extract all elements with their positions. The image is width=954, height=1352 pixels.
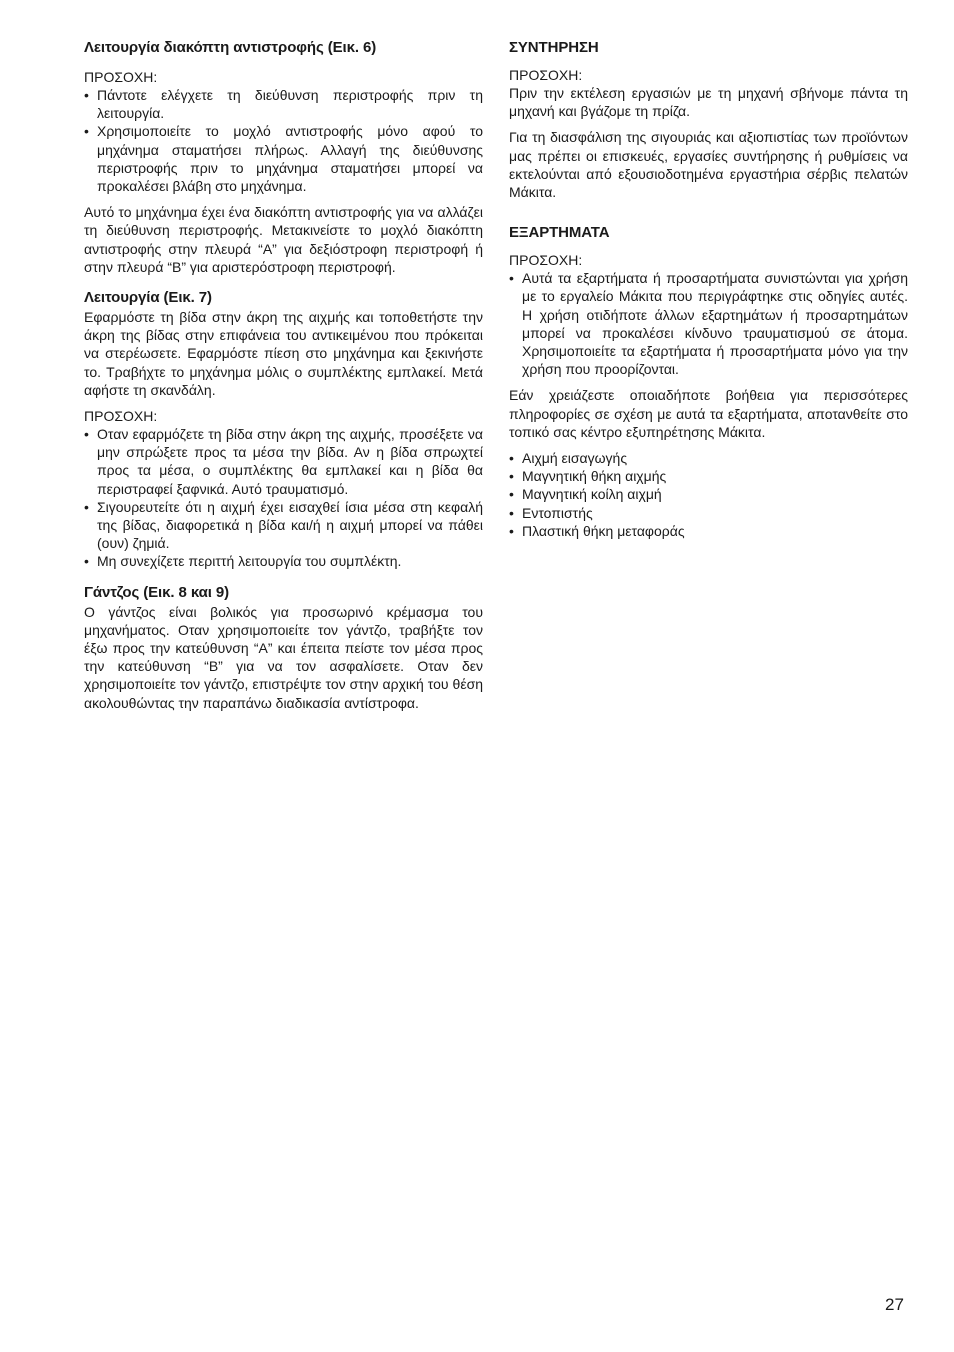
paragraph: Αυτό το μηχάνημα έχει ένα διακόπτη αντιστροφής για να αλλάζει τη διεύθυνση περιστροφής. Μετακινείστε το μοχλό διακόπτη αντιστροφής στην πλευρά “A” για δεξιόστροφη περιστροφή ή στην πλευρά “B” για αριστερόστροφη περιστροφή. (84, 204, 483, 275)
paragraph: Εάν χρειάζεστε οποιαδήποτε βοήθεια για περισσότερες πληροφορίες σε σχέση με αυτά τα εξαρτήματα, αποτανθείτε στο τοπικό σας κέντρο εξυπηρέτησης Μάκιτα. (509, 387, 908, 440)
section-heading: Γάντζος (Εικ. 8 και 9) (84, 583, 229, 601)
section-heading: Λειτουργία (Εικ. 7) (84, 289, 212, 307)
caution-list (84, 86, 483, 195)
caution-list (509, 269, 908, 378)
caution-label: ΠΡΟΣΟΧΗ: (509, 67, 583, 83)
left-column (84, 38, 483, 720)
list-item: • Μαγνητική θήκη αιχμής (509, 467, 908, 485)
list-item: • Πλαστική θήκη μεταφοράς (509, 522, 908, 540)
list-item: • Χρησιμοποιείτε το μοχλό αντιστροφής μόνο αφού το μηχάνημα σταματήσει πλήρως. Αλλαγή της διεύθυνσης περιστροφής πριν το μηχάνημα σταματήσει μπορεί να προκαλέσει βλάβη στο μηχάνημα. (84, 122, 483, 195)
section-hook (84, 583, 483, 712)
caution-label: ΠΡΟΣΟΧΗ: (509, 252, 583, 269)
caution-list (84, 425, 483, 571)
list-item: • Αιχμή εισαγωγής (509, 449, 908, 467)
list-item: • Αυτά τα εξαρτήματα ή προσαρτήματα συνιστώνται για χρήση με το εργαλείο Μάκιτα που περιγράφτηκε στις οδηγίες αυτές. Η χρήση οτιδήποτε άλλων εξαρτημάτων ή προσαρτημάτων μπορεί να προκαλέσει κίνδυνο τραυματισμού σε άτομα. Χρησιμοποιείτε τα εξαρτήματα ή προσαρτήματα μόνο για την χρήση που προορίζονται. (509, 269, 908, 378)
list-item: • Μη συνεχίζετε περιττή λειτουργία του συμπλέκτη. (84, 552, 483, 570)
section-heading: ΣΥΝΤΗΡΗΣΗ (509, 39, 599, 56)
caution-text: Πριν την εκτέλεση εργασιών με τη μηχανή σβήνομε πάντα τη μηχανή και βγάζομε τη πρίζα. (509, 85, 908, 120)
page-number: 27 (885, 1295, 904, 1314)
paragraph: Εφαρμόστε τη βίδα στην άκρη της αιχμής και τοποθετήστε την άκρη της βίδας στην επιφάνεια του αντικειμένου που πρόκειται να στερέωσετε. Εφαρμόστε πίεση στο μηχάνημα και ξεκινήστε το. Τραβήχτε το μηχάνημα μόλις ο συμπλέκτης εμπλακεί. Μετά αφήστε τη σκανδάλη. (84, 309, 483, 398)
section-operation (84, 288, 483, 571)
section-reversing-switch (84, 38, 483, 276)
section-heading: Λειτουργία διακόπτη αντιστροφής (Εικ. 6) (84, 39, 377, 56)
list-item: • Μαγνητική κοίλη αιχμή (509, 485, 908, 503)
list-item: • Σιγουρευτείτε ότι η αιχμή έχει εισαχθεί ίσια μέσα στη κεφαλή της βίδας, διαφορετικά η βίδα και/ή η αιχμή μπορεί να πάθει (ουν) ζημιά. (84, 498, 483, 553)
paragraph: Για τη διασφάλιση της σιγουριάς και αξιοπιστίας των προϊόντων μας πρέπει οι επισκευές, εργασίες συντήρησης ή ρυθμίσεις να εκτελούνται από εξουσιοδοτημένα εργαστήρια σέρβις πελατών Μάκιτα. (509, 129, 908, 201)
caution-label: ΠΡΟΣΟΧΗ: (84, 408, 158, 425)
section-heading: ΕΞΑΡΤΗΜΑΤΑ (509, 224, 610, 242)
caution-label: ΠΡΟΣΟΧΗ: (84, 69, 158, 85)
list-item: • Οταν εφαρμόζετε τη βίδα στην άκρη της αιχμής, προσέξετε να μην σπρώξετε προς τα μέσα την βίδα. Αν η βίδα σπρωχτεί προς τα μέσα, ο συμπλέκτης θα εμπλακεί και η βίδα θα περιστραφεί ξαφνικά. Αυτό τραυματισμό. (84, 425, 483, 498)
list-item: • Εντοπιστής (509, 504, 908, 522)
section-maintenance (509, 38, 908, 201)
accessories-list (509, 449, 908, 540)
paragraph: Ο γάντζος είναι βολικός για προσωρινό κρέμασμα του μηχανήματος. Οταν χρησιμοποιείτε τον γάντζο, τραβήξτε τον έξω προς την κατεύθυνση “A” και έπειτα πείστε τον μέσα προς την κατεύθυνση “B” για να τον ασφαλίσετε. Οταν δεν χρησιμοποιείτε τον γάντζο, επιστρέψτε τον στην αρχική του θέση ακολουθώντας την παραπάνω διαδικασία αντίστροφα. (84, 603, 483, 711)
right-column (509, 38, 908, 548)
list-item: • Πάντοτε ελέγχετε τη διεύθυνση περιστροφής πριν τη λειτουργία. (84, 86, 483, 122)
section-accessories (509, 223, 908, 540)
